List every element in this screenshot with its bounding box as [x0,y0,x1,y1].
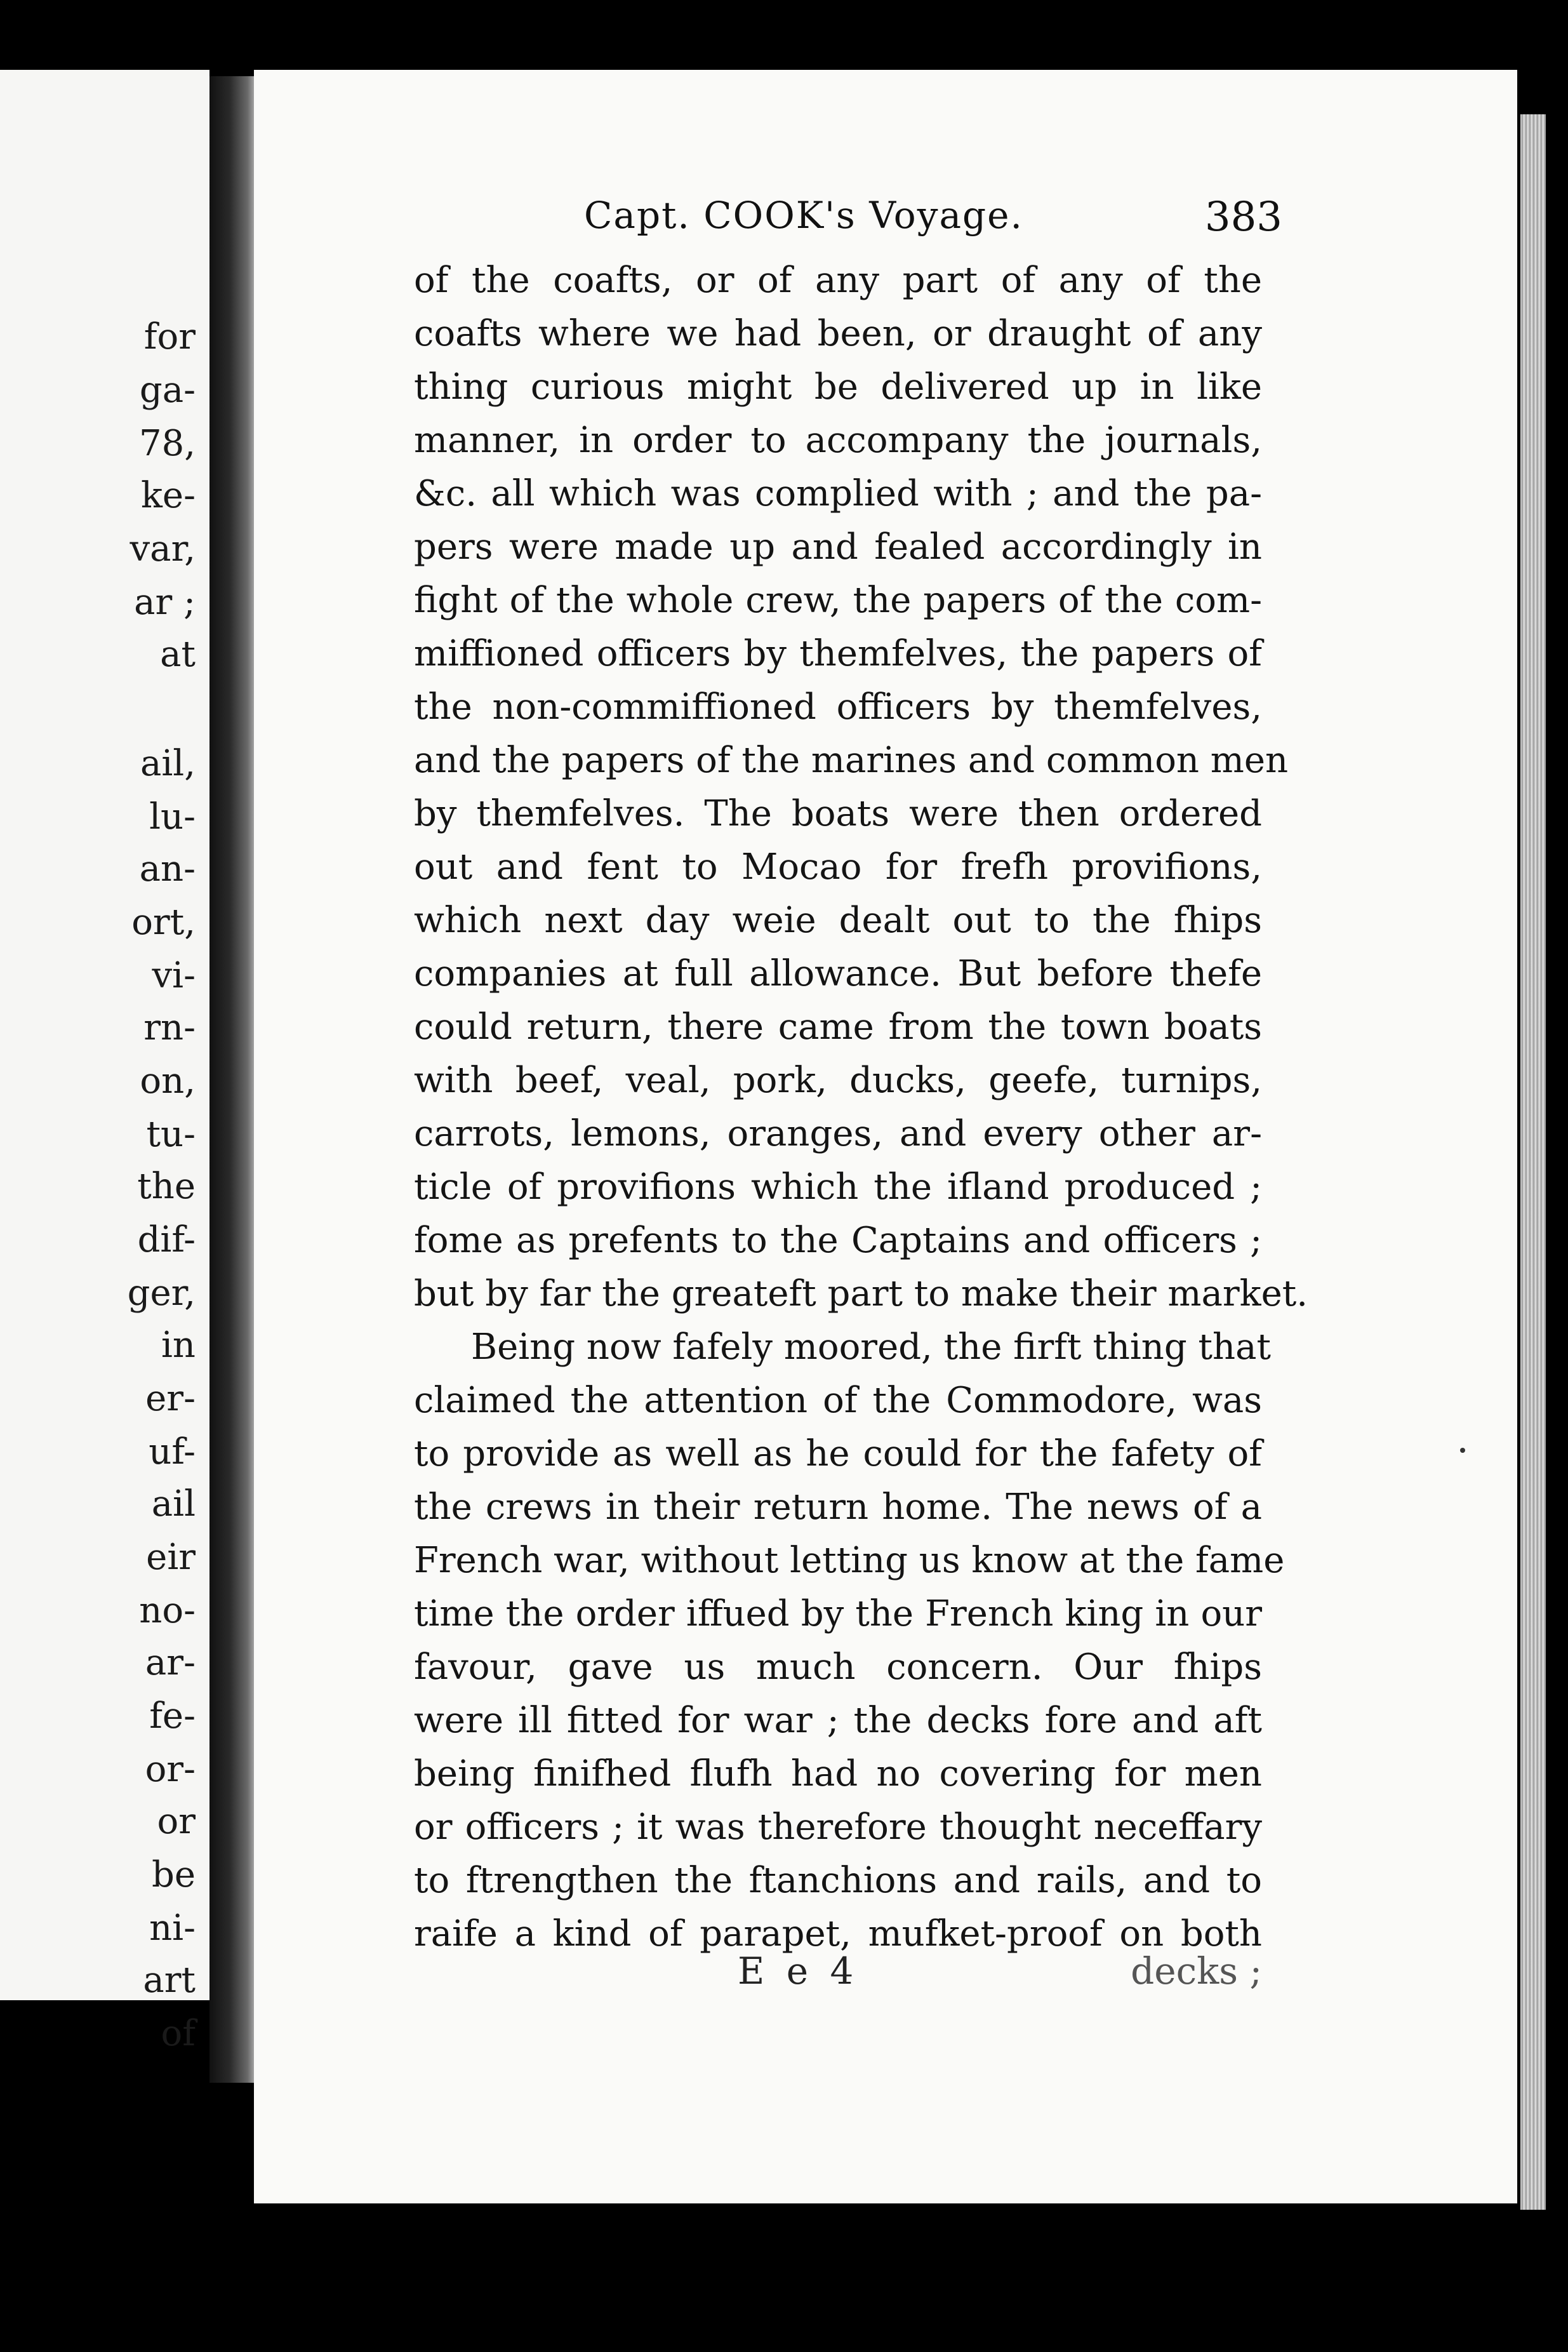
left-fragment: be [152,1854,196,1895]
text-line: the non-commiffioned officers by themfelves, [414,686,1262,728]
text-line: and the papers of the marines and common men [414,740,1289,781]
left-fragment: rn- [143,1007,196,1048]
left-fragment: lu- [149,796,196,838]
left-fragment: an- [139,848,196,890]
text-line: fight of the whole crew, the papers of the com- [414,580,1262,621]
text-line: were ill fitted for war ; the decks fore and aft [414,1700,1262,1741]
left-fragment: the [137,1166,196,1207]
body-text [414,254,1308,1961]
left-fragment: ga- [139,370,196,411]
left-fragment: of [161,2013,196,2054]
left-fragment: ger, [127,1273,196,1314]
text-line: favour, gave us much concern. Our fhips [414,1647,1262,1688]
left-fragment: vi- [152,955,196,996]
text-line: ticle of provifions which the ifland produced ; [414,1166,1262,1208]
text-line: manner, in order to accompany the journals, [414,420,1262,461]
catchword: decks ; [1131,1949,1262,1993]
left-fragment: tu- [146,1114,196,1155]
left-fragment: eir [146,1537,196,1578]
text-line: pers were made up and fealed accordingly in [414,526,1262,568]
page-edge [1520,114,1546,2210]
left-fragment: at [160,634,196,675]
signature-mark: E e 4 [738,1949,859,1993]
book-gutter [209,76,260,2083]
page-number: 383 [1204,194,1282,241]
text-line: with beef, veal, pork, ducks, geefe, turnips, [414,1060,1262,1101]
left-fragment: ort, [131,902,196,943]
left-fragment: ar ; [134,582,196,623]
text-line: or officers ; it was therefore thought neceffary [414,1807,1262,1848]
paragraph-start-line: Being now fafely moored, the firft thing that [471,1326,1271,1368]
left-fragment: fe- [149,1695,196,1737]
left-facing-page [0,70,209,2054]
paragraph-end-line: but by far the greateft part to make their market. [414,1273,1308,1314]
text-line: could return, there came from the town boats [414,1006,1262,1048]
text-line: of the coafts, or of any part of any of the [414,260,1262,301]
left-fragment: er- [145,1378,196,1419]
text-line: thing curious might be delivered up in like [414,366,1262,408]
left-fragment: art [143,1960,196,2001]
running-head-title: Capt. COOK's Voyage. [584,194,1023,237]
text-line: &c. all which was complied with ; and the pa- [414,473,1262,514]
left-fragment: on, [140,1060,196,1102]
left-fragment: ar- [145,1642,196,1683]
left-fragment: var, [130,528,196,570]
text-line: to ftrengthen the ftanchions and rails, and to [414,1860,1262,1901]
text-line: miffioned officers by themfelves, the papers of [414,633,1262,674]
text-line: by themfelves. The boats were then ordered [414,793,1262,834]
text-line: raife a kind of parapet, mufket-proof on both [414,1913,1262,1954]
left-fragment: in [161,1325,196,1366]
text-line: coafts where we had been, or draught of any [414,313,1262,354]
left-fragment: ail [151,1483,196,1525]
ink-speck [1460,1448,1465,1453]
left-fragment: uf- [149,1431,196,1473]
left-fragment: 78, [138,423,196,464]
text-line: fome as prefents to the Captains and officers ; [414,1220,1262,1261]
left-fragment: ni- [149,1908,196,1949]
text-line: time the order iffued by the French king in our [414,1593,1262,1634]
text-line: claimed the attention of the Commodore, was [414,1380,1262,1421]
text-line: out and fent to Mocao for frefh provifions, [414,846,1262,888]
running-head [317,194,1282,251]
left-fragment: ail, [140,743,196,784]
text-line: being finifhed flufh had no covering for men [414,1753,1262,1794]
text-line: to provide as well as he could for the fafety of [414,1433,1262,1474]
text-line: which next day weie dealt out to the fhips [414,900,1262,941]
left-fragment: or [157,1801,196,1842]
page-footer [414,1949,1262,2007]
text-line: the crews in their return home. The news of a [414,1487,1262,1528]
left-fragment: ke- [141,475,196,516]
text-line: French war, without letting us know at the fame [414,1540,1285,1581]
text-line: carrots, lemons, oranges, and every other ar- [414,1113,1262,1154]
left-fragment: no- [139,1590,196,1631]
left-fragment: dif- [137,1219,196,1260]
left-fragment: or- [145,1749,196,1790]
left-fragment: for [143,316,196,357]
text-line: companies at full allowance. But before thefe [414,953,1262,994]
